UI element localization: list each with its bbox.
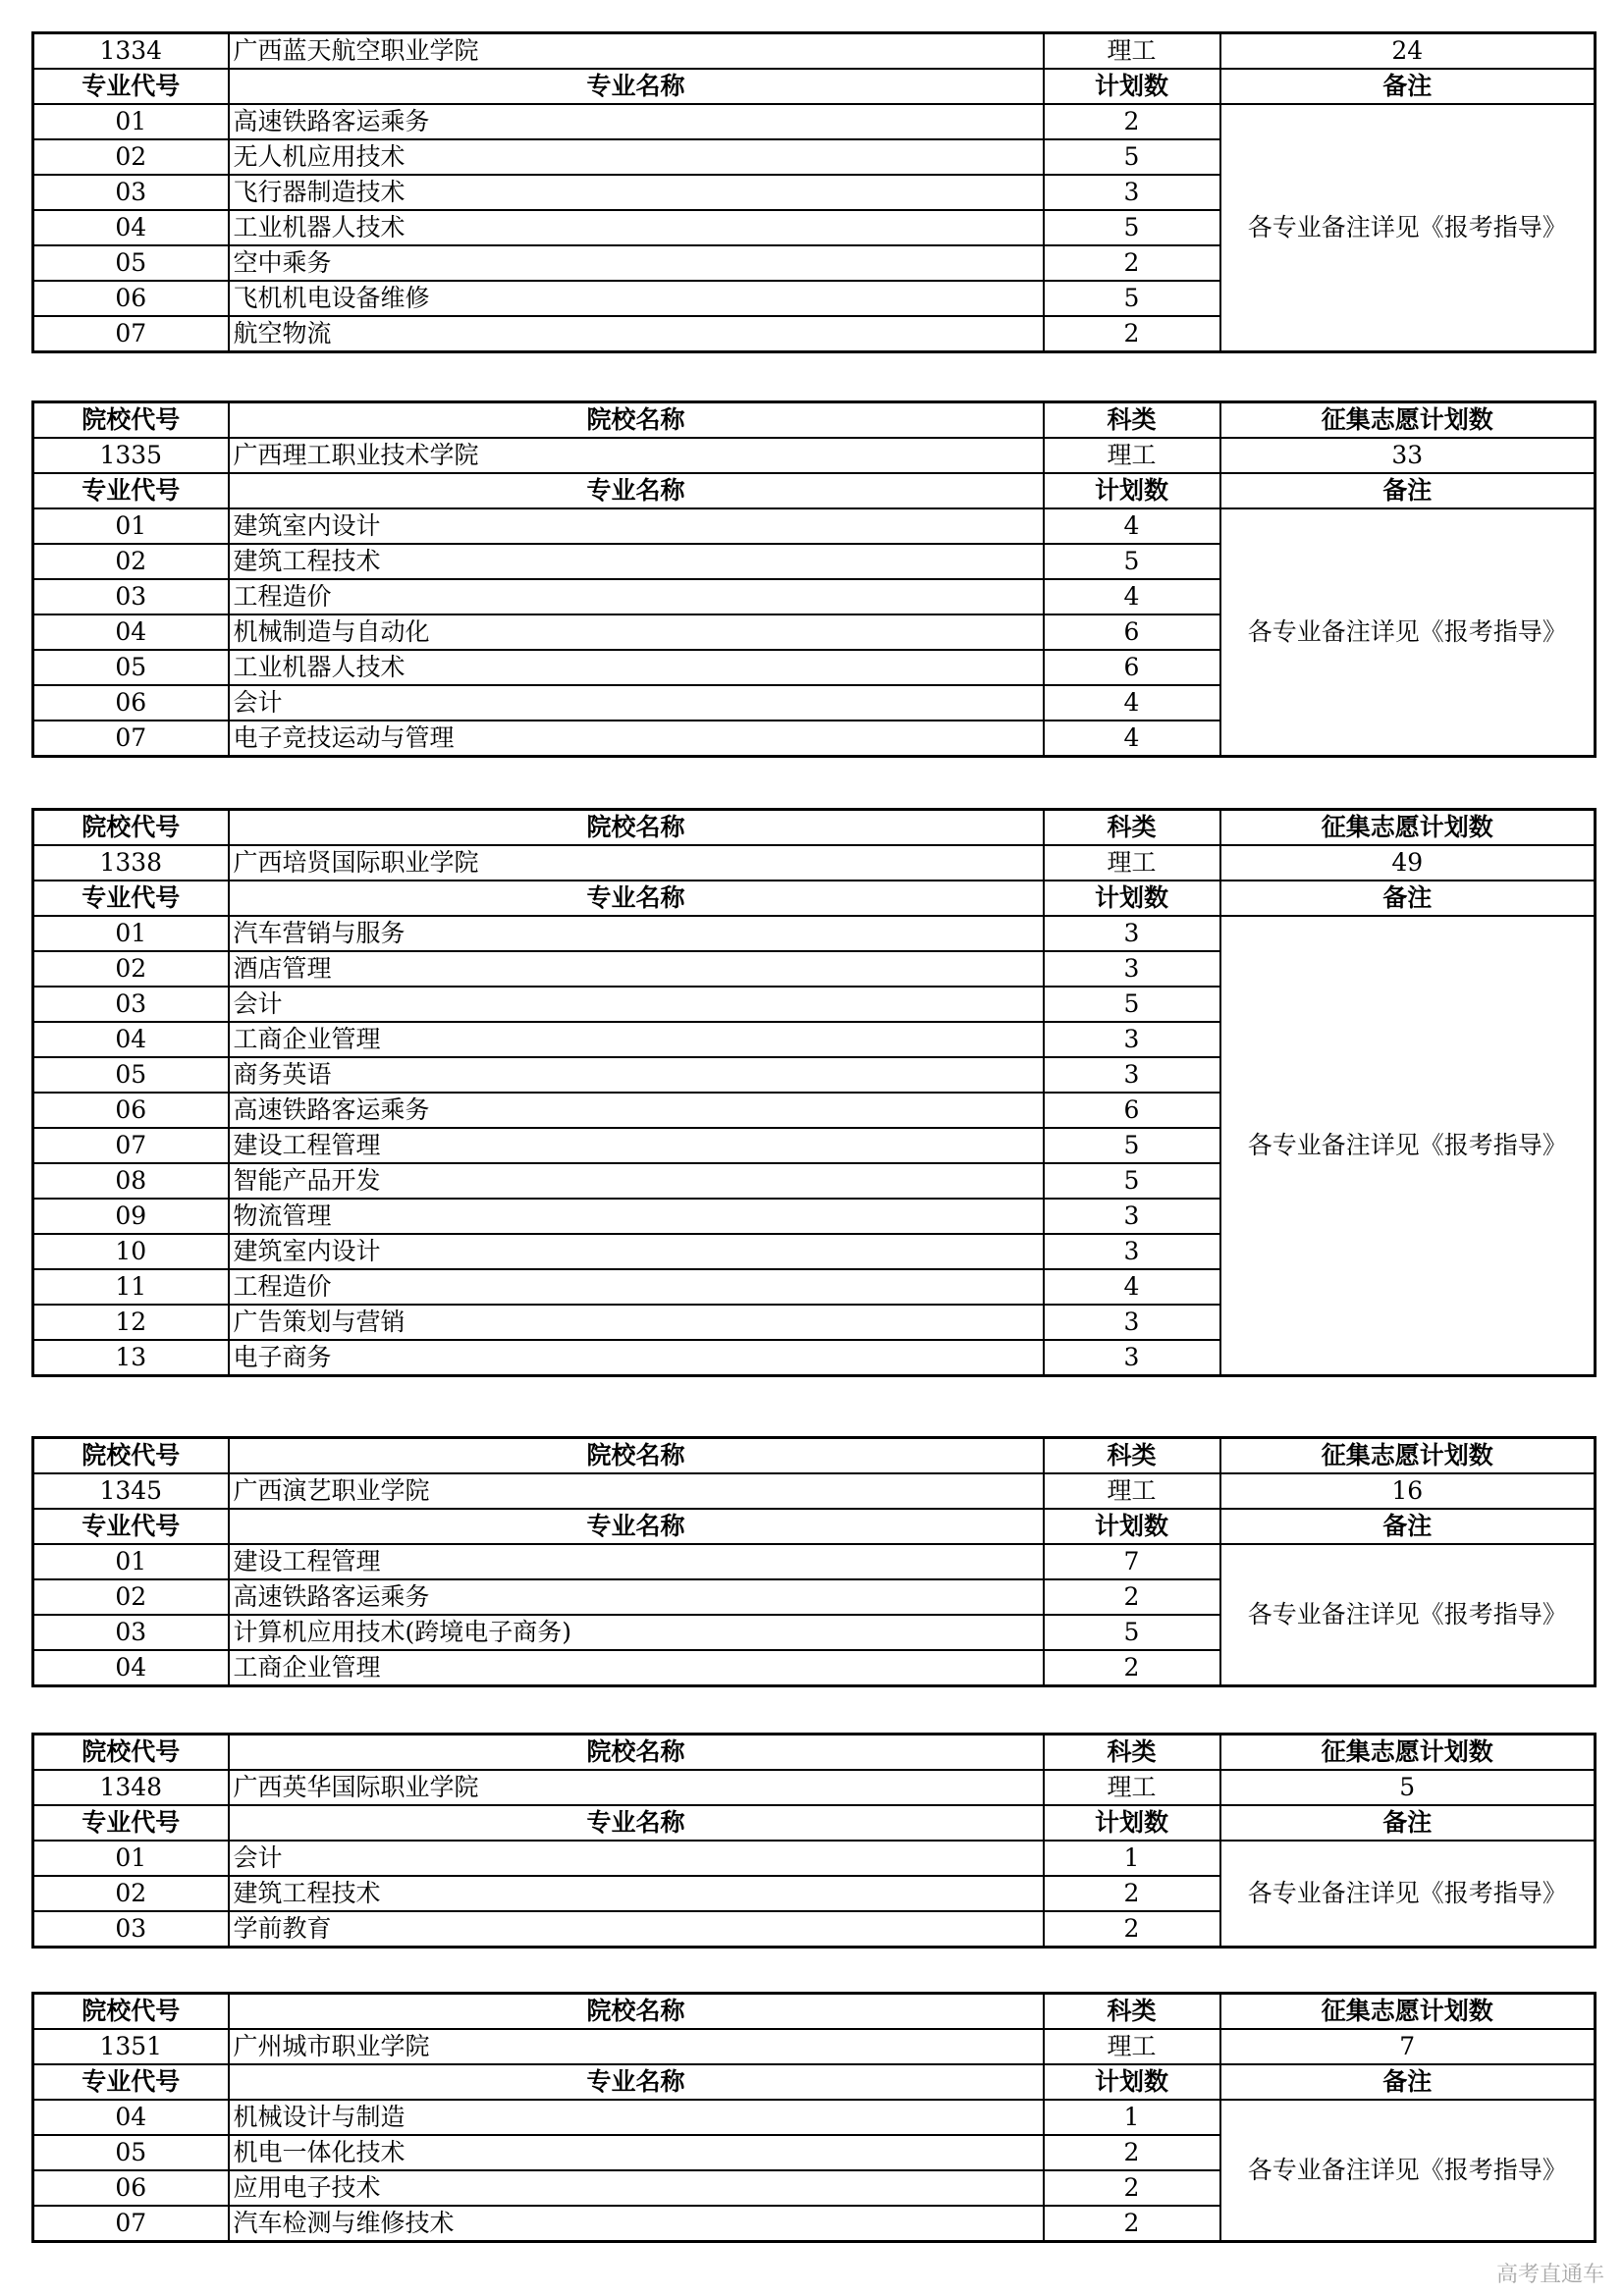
- major-name: 空中乘务: [229, 245, 1044, 281]
- table-row: [33, 2100, 1596, 2135]
- plan-header: 计划数: [1044, 69, 1220, 104]
- remark-header: 备注: [1220, 2064, 1596, 2100]
- major-code: 07: [33, 2206, 229, 2242]
- major-plan: 4: [1044, 1269, 1220, 1305]
- major-plan: 5: [1044, 1128, 1220, 1163]
- remark-header: 备注: [1220, 1509, 1596, 1544]
- table-row: [33, 1544, 1596, 1579]
- major-plan: 3: [1044, 175, 1220, 210]
- category-header: 科类: [1044, 1735, 1220, 1771]
- major-code-header: 专业代号: [33, 1805, 229, 1841]
- major-code: 01: [33, 1841, 229, 1876]
- school-header-row: [33, 1735, 1596, 1771]
- major-plan: 2: [1044, 104, 1220, 139]
- school-block-1335: [31, 400, 1597, 758]
- major-name: 飞行器制造技术: [229, 175, 1044, 210]
- remark-header: 备注: [1220, 69, 1596, 104]
- major-name: 物流管理: [229, 1199, 1044, 1234]
- major-code-header: 专业代号: [33, 2064, 229, 2100]
- major-plan: 2: [1044, 2206, 1220, 2242]
- major-code: 05: [33, 2135, 229, 2170]
- school-name: 广西演艺职业学院: [229, 1473, 1044, 1509]
- major-name: 酒店管理: [229, 951, 1044, 987]
- major-name: 建设工程管理: [229, 1128, 1044, 1163]
- school-info-row: [33, 1770, 1596, 1805]
- major-code: 02: [33, 544, 229, 579]
- school-code: 1335: [33, 438, 229, 473]
- major-code: 05: [33, 650, 229, 685]
- major-plan: 3: [1044, 916, 1220, 951]
- school-info-row: [33, 1473, 1596, 1509]
- remark-note: 各专业备注详见《报考指导》: [1220, 916, 1596, 1376]
- major-plan: 3: [1044, 1057, 1220, 1093]
- school-code-header: 院校代号: [33, 810, 229, 846]
- major-name-header: 专业名称: [229, 473, 1044, 508]
- school-code-header: 院校代号: [33, 402, 229, 439]
- school-header-row: [33, 810, 1596, 846]
- major-plan: 3: [1044, 1022, 1220, 1057]
- major-name: 机械制造与自动化: [229, 614, 1044, 650]
- major-plan: 4: [1044, 508, 1220, 544]
- school-header-row: [33, 402, 1596, 439]
- school-code-header: 院校代号: [33, 1735, 229, 1771]
- major-code: 09: [33, 1199, 229, 1234]
- major-code: 02: [33, 1876, 229, 1911]
- school-category: 理工: [1044, 1473, 1220, 1509]
- major-code: 07: [33, 316, 229, 352]
- plan-header: 计划数: [1044, 473, 1220, 508]
- school-code: 1338: [33, 845, 229, 881]
- major-plan: 3: [1044, 1340, 1220, 1376]
- major-header-row: [33, 881, 1596, 916]
- major-name-header: 专业名称: [229, 881, 1044, 916]
- major-name: 建筑室内设计: [229, 508, 1044, 544]
- total-plan-header: 征集志愿计划数: [1220, 1994, 1596, 2030]
- school-info-row: [33, 438, 1596, 473]
- school-code: 1345: [33, 1473, 229, 1509]
- major-code: 11: [33, 1269, 229, 1305]
- major-plan: 5: [1044, 1615, 1220, 1650]
- table-row: [33, 104, 1596, 139]
- major-name: 学前教育: [229, 1911, 1044, 1948]
- school-total-plan: 7: [1220, 2029, 1596, 2064]
- major-name: 会计: [229, 685, 1044, 721]
- major-name: 汽车营销与服务: [229, 916, 1044, 951]
- major-code: 05: [33, 245, 229, 281]
- major-code: 03: [33, 1911, 229, 1948]
- school-info-row: [33, 33, 1596, 70]
- major-code: 06: [33, 685, 229, 721]
- major-name: 商务英语: [229, 1057, 1044, 1093]
- major-plan: 2: [1044, 245, 1220, 281]
- major-name: 航空物流: [229, 316, 1044, 352]
- major-name: 计算机应用技术(跨境电子商务): [229, 1615, 1044, 1650]
- school-block-1345: [31, 1436, 1597, 1687]
- major-header-row: [33, 2064, 1596, 2100]
- major-code: 01: [33, 104, 229, 139]
- major-plan: 4: [1044, 721, 1220, 757]
- major-plan: 3: [1044, 951, 1220, 987]
- major-code-header: 专业代号: [33, 473, 229, 508]
- school-category: 理工: [1044, 2029, 1220, 2064]
- major-name: 应用电子技术: [229, 2170, 1044, 2206]
- major-code: 06: [33, 1093, 229, 1128]
- school-name-header: 院校名称: [229, 1438, 1044, 1474]
- major-code: 06: [33, 2170, 229, 2206]
- major-code: 06: [33, 281, 229, 316]
- major-code: 02: [33, 951, 229, 987]
- plan-header: 计划数: [1044, 1509, 1220, 1544]
- major-name: 机电一体化技术: [229, 2135, 1044, 2170]
- school-name: 广西理工职业技术学院: [229, 438, 1044, 473]
- school-name-header: 院校名称: [229, 402, 1044, 439]
- major-name: 工商企业管理: [229, 1650, 1044, 1686]
- major-plan: 2: [1044, 1579, 1220, 1615]
- major-code: 03: [33, 579, 229, 614]
- table-row: [33, 916, 1596, 951]
- school-name: 广西英华国际职业学院: [229, 1770, 1044, 1805]
- school-total-plan: 5: [1220, 1770, 1596, 1805]
- major-name-header: 专业名称: [229, 1805, 1044, 1841]
- major-code: 04: [33, 1022, 229, 1057]
- major-plan: 2: [1044, 1911, 1220, 1948]
- major-plan: 3: [1044, 1199, 1220, 1234]
- major-header-row: [33, 69, 1596, 104]
- plan-header: 计划数: [1044, 1805, 1220, 1841]
- category-header: 科类: [1044, 1438, 1220, 1474]
- total-plan-header: 征集志愿计划数: [1220, 1735, 1596, 1771]
- major-plan: 4: [1044, 685, 1220, 721]
- school-block-1338: [31, 808, 1597, 1377]
- major-code-header: 专业代号: [33, 881, 229, 916]
- major-plan: 3: [1044, 1305, 1220, 1340]
- major-code: 02: [33, 139, 229, 175]
- school-total-plan: 16: [1220, 1473, 1596, 1509]
- major-code: 05: [33, 1057, 229, 1093]
- major-plan: 6: [1044, 614, 1220, 650]
- major-code: 01: [33, 1544, 229, 1579]
- school-code: 1334: [33, 33, 229, 70]
- school-block-1348: [31, 1733, 1597, 1949]
- major-plan: 4: [1044, 579, 1220, 614]
- major-plan: 5: [1044, 1163, 1220, 1199]
- major-plan: 6: [1044, 650, 1220, 685]
- major-code: 10: [33, 1234, 229, 1269]
- category-header: 科类: [1044, 1994, 1220, 2030]
- major-code: 01: [33, 508, 229, 544]
- major-name: 广告策划与营销: [229, 1305, 1044, 1340]
- major-code-header: 专业代号: [33, 69, 229, 104]
- major-plan: 1: [1044, 1841, 1220, 1876]
- major-name: 高速铁路客运乘务: [229, 104, 1044, 139]
- major-plan: 2: [1044, 1876, 1220, 1911]
- table-row: [33, 1841, 1596, 1876]
- school-total-plan: 49: [1220, 845, 1596, 881]
- major-plan: 2: [1044, 2135, 1220, 2170]
- major-plan: 2: [1044, 2170, 1220, 2206]
- category-header: 科类: [1044, 402, 1220, 439]
- major-name: 电子商务: [229, 1340, 1044, 1376]
- plan-header: 计划数: [1044, 881, 1220, 916]
- major-plan: 5: [1044, 210, 1220, 245]
- school-header-row: [33, 1994, 1596, 2030]
- major-code: 12: [33, 1305, 229, 1340]
- major-code: 03: [33, 987, 229, 1022]
- remark-note: 各专业备注详见《报考指导》: [1220, 1841, 1596, 1948]
- major-name: 汽车检测与维修技术: [229, 2206, 1044, 2242]
- school-info-row: [33, 2029, 1596, 2064]
- major-code: 04: [33, 1650, 229, 1686]
- school-block-1351: [31, 1992, 1597, 2243]
- major-header-row: [33, 1805, 1596, 1841]
- major-name: 会计: [229, 1841, 1044, 1876]
- major-code: 07: [33, 721, 229, 757]
- major-name: 高速铁路客运乘务: [229, 1579, 1044, 1615]
- remark-header: 备注: [1220, 1805, 1596, 1841]
- remark-header: 备注: [1220, 473, 1596, 508]
- major-code: 04: [33, 2100, 229, 2135]
- major-name: 智能产品开发: [229, 1163, 1044, 1199]
- plan-header: 计划数: [1044, 2064, 1220, 2100]
- school-info-row: [33, 845, 1596, 881]
- major-name: 工程造价: [229, 579, 1044, 614]
- school-header-row: [33, 1438, 1596, 1474]
- major-name: 建设工程管理: [229, 1544, 1044, 1579]
- major-plan: 6: [1044, 1093, 1220, 1128]
- remark-note: 各专业备注详见《报考指导》: [1220, 508, 1596, 757]
- watermark: 高考直通车: [1495, 2263, 1604, 2287]
- table-row: [33, 508, 1596, 544]
- school-name-header: 院校名称: [229, 1994, 1044, 2030]
- major-plan: 5: [1044, 139, 1220, 175]
- school-code: 1348: [33, 1770, 229, 1805]
- total-plan-header: 征集志愿计划数: [1220, 810, 1596, 846]
- remark-note: 各专业备注详见《报考指导》: [1220, 1544, 1596, 1686]
- major-name: 高速铁路客运乘务: [229, 1093, 1044, 1128]
- major-code: 04: [33, 614, 229, 650]
- major-name: 工商企业管理: [229, 1022, 1044, 1057]
- major-name: 工程造价: [229, 1269, 1044, 1305]
- school-code: 1351: [33, 2029, 229, 2064]
- major-code: 03: [33, 175, 229, 210]
- major-plan: 5: [1044, 987, 1220, 1022]
- major-plan: 2: [1044, 1650, 1220, 1686]
- major-name: 建筑室内设计: [229, 1234, 1044, 1269]
- school-total-plan: 24: [1220, 33, 1596, 70]
- category-header: 科类: [1044, 810, 1220, 846]
- major-name: 建筑工程技术: [229, 1876, 1044, 1911]
- major-code-header: 专业代号: [33, 1509, 229, 1544]
- major-name: 会计: [229, 987, 1044, 1022]
- major-plan: 1: [1044, 2100, 1220, 2135]
- school-code-header: 院校代号: [33, 1994, 229, 2030]
- major-header-row: [33, 473, 1596, 508]
- major-name-header: 专业名称: [229, 1509, 1044, 1544]
- total-plan-header: 征集志愿计划数: [1220, 402, 1596, 439]
- school-category: 理工: [1044, 1770, 1220, 1805]
- remark-note: 各专业备注详见《报考指导》: [1220, 2100, 1596, 2242]
- school-name: 广西培贤国际职业学院: [229, 845, 1044, 881]
- major-name: 电子竞技运动与管理: [229, 721, 1044, 757]
- major-plan: 3: [1044, 1234, 1220, 1269]
- major-name: 机械设计与制造: [229, 2100, 1044, 2135]
- major-name-header: 专业名称: [229, 69, 1044, 104]
- remark-note: 各专业备注详见《报考指导》: [1220, 104, 1596, 352]
- major-code: 07: [33, 1128, 229, 1163]
- major-name: 无人机应用技术: [229, 139, 1044, 175]
- school-category: 理工: [1044, 438, 1220, 473]
- total-plan-header: 征集志愿计划数: [1220, 1438, 1596, 1474]
- major-code: 04: [33, 210, 229, 245]
- school-name-header: 院校名称: [229, 810, 1044, 846]
- major-name: 工业机器人技术: [229, 210, 1044, 245]
- major-plan: 5: [1044, 544, 1220, 579]
- major-code: 02: [33, 1579, 229, 1615]
- remark-header: 备注: [1220, 881, 1596, 916]
- major-code: 01: [33, 916, 229, 951]
- major-code: 08: [33, 1163, 229, 1199]
- major-name: 工业机器人技术: [229, 650, 1044, 685]
- major-name: 建筑工程技术: [229, 544, 1044, 579]
- major-code: 13: [33, 1340, 229, 1376]
- school-category: 理工: [1044, 33, 1220, 70]
- major-plan: 2: [1044, 316, 1220, 352]
- school-name: 广州城市职业学院: [229, 2029, 1044, 2064]
- school-name: 广西蓝天航空职业学院: [229, 33, 1044, 70]
- major-code: 03: [33, 1615, 229, 1650]
- major-plan: 7: [1044, 1544, 1220, 1579]
- school-code-header: 院校代号: [33, 1438, 229, 1474]
- school-name-header: 院校名称: [229, 1735, 1044, 1771]
- major-name: 飞机机电设备维修: [229, 281, 1044, 316]
- major-header-row: [33, 1509, 1596, 1544]
- school-total-plan: 33: [1220, 438, 1596, 473]
- school-category: 理工: [1044, 845, 1220, 881]
- school-block-1334: [31, 31, 1597, 353]
- major-name-header: 专业名称: [229, 2064, 1044, 2100]
- major-plan: 5: [1044, 281, 1220, 316]
